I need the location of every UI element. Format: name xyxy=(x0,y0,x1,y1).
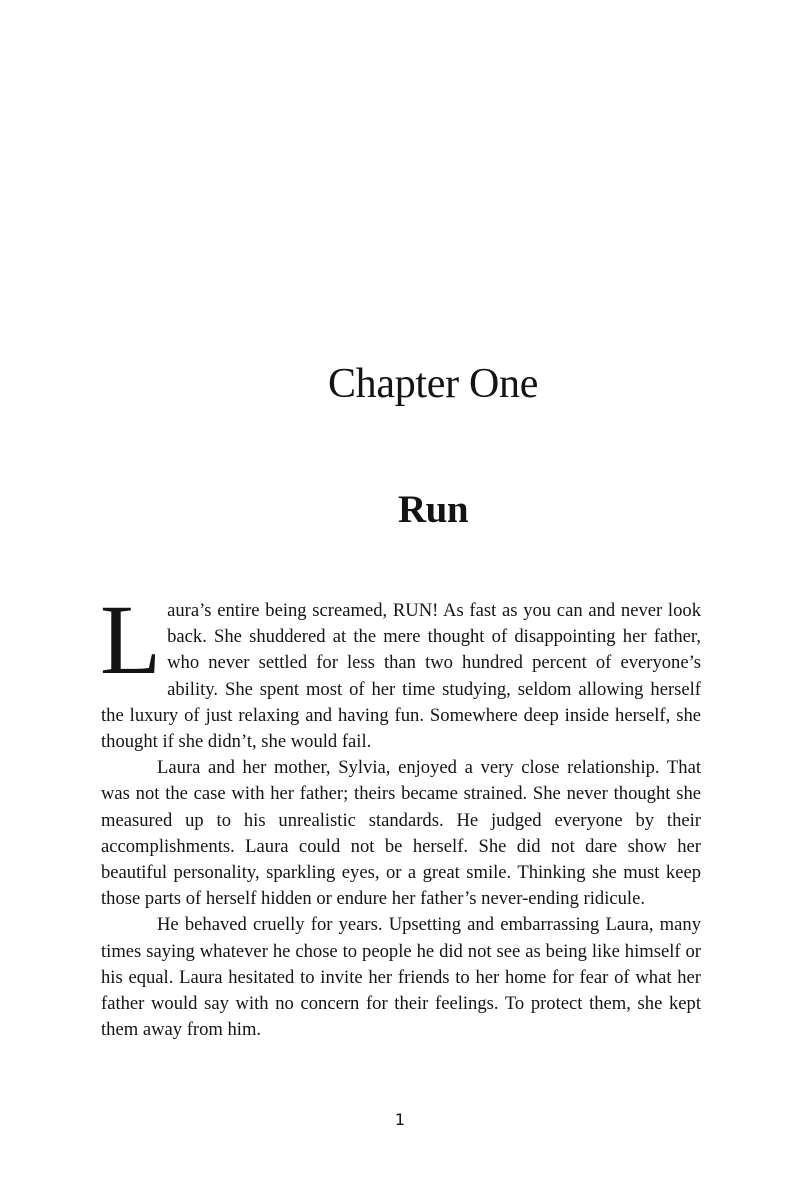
chapter-label: Chapter One xyxy=(327,361,539,407)
drop-cap: L xyxy=(100,584,162,695)
chapter-title: Run xyxy=(397,488,469,531)
paragraph-1-text: aura’s entire being screamed, RUN! As fast as you can and never look back. She shuddered at the mere thought of disappointing her father, who never settled for less than two hundred percent of everyone’s ability. She spent most of her time studying, seldom allowing herself the luxury of just relaxing and having fun. Somewhere deep inside herself, she thought if she didn’t, she would fail. xyxy=(101,600,701,753)
paragraph-1 xyxy=(100,584,701,755)
page-number: 1 xyxy=(394,1110,406,1129)
paragraph-2: Laura and her mother, Sylvia, enjoyed a very close relationship. That was not the case with her father; theirs became strained. She never thought she measured up to his unrealistic standards. He judged everyone by their accomplishments. Laura could not be herself. She did not dare show her beautiful personality, sparkling eyes, or a great smile. Thinking she must keep those parts of herself hidden or endure her father’s never-ending ridicule. xyxy=(101,757,701,910)
body-text xyxy=(100,584,701,1043)
paragraph-3: He behaved cruelly for years. Upsetting and embarrassing Laura, many times saying whatever he chose to people he did not see as being like himself or his equal. Laura hesitated to invite her friends to her home for fear of what her father would say with no concern for their feelings. To protect them, she kept them away from him. xyxy=(101,914,701,1041)
